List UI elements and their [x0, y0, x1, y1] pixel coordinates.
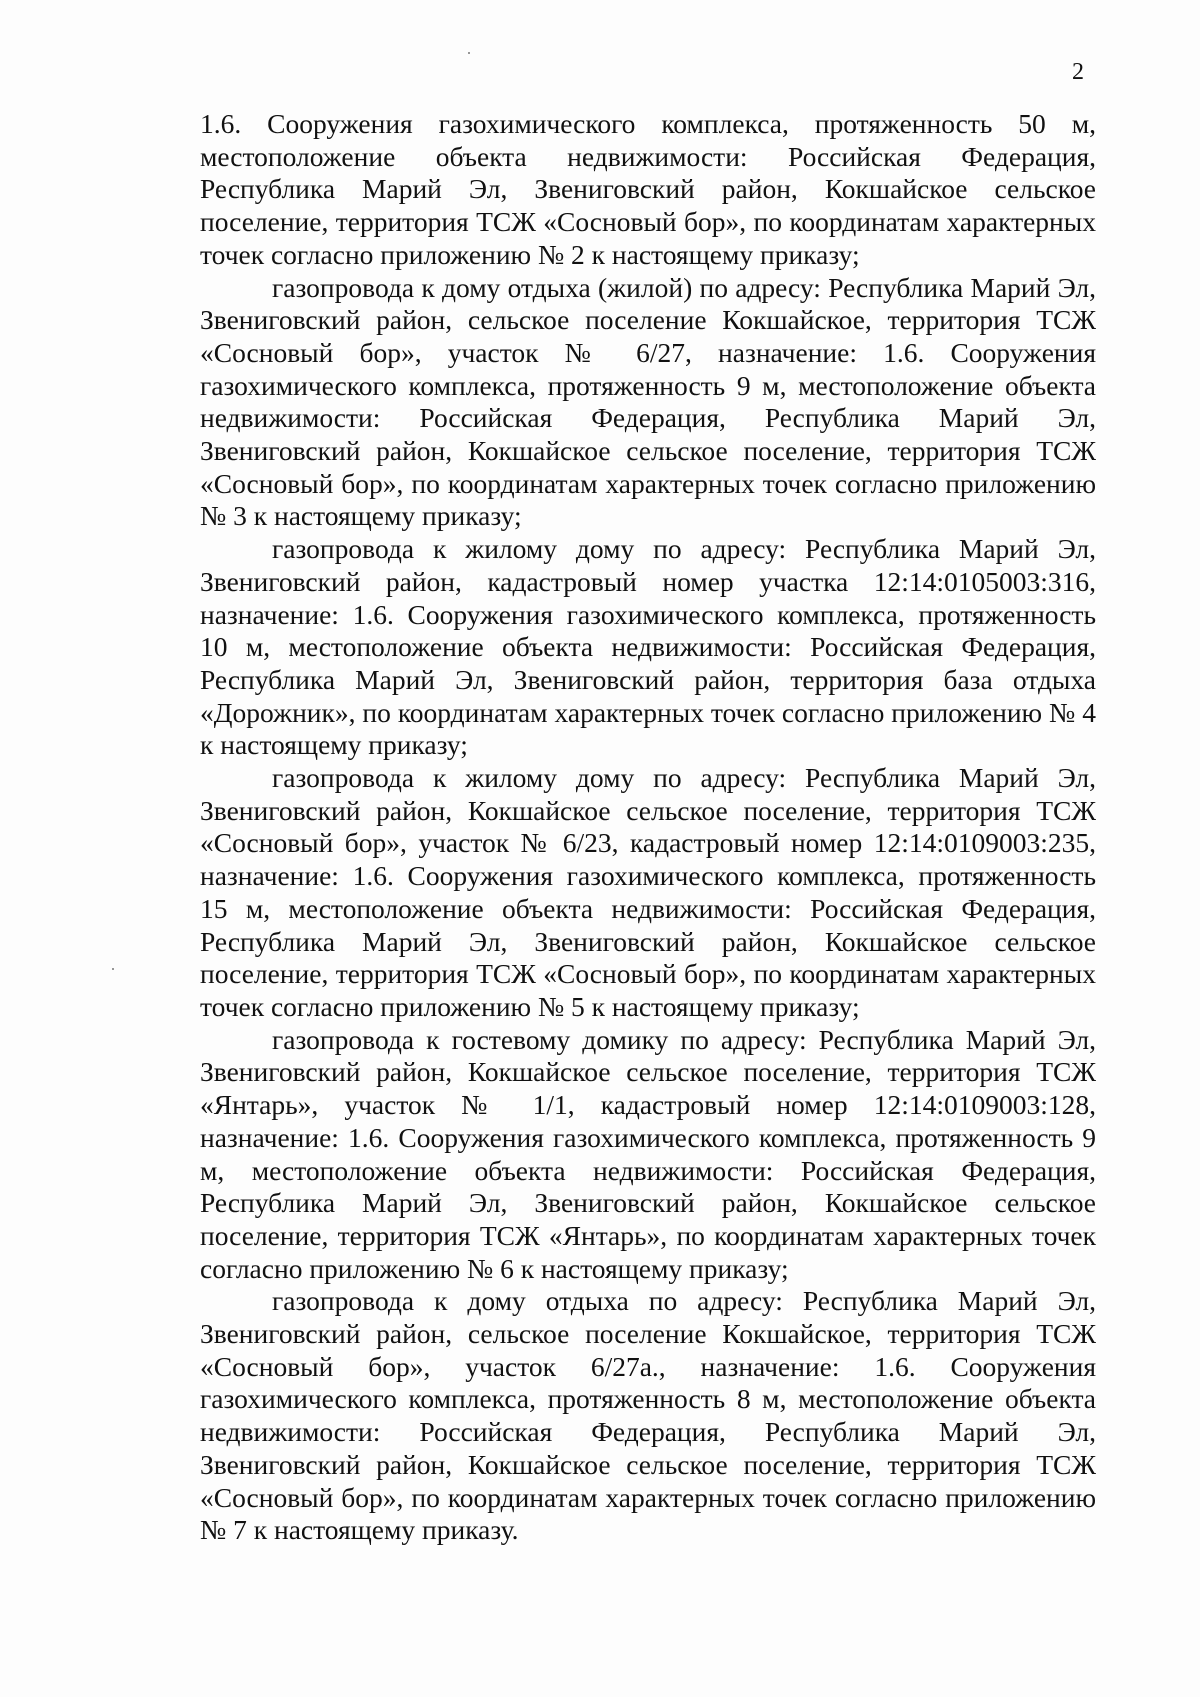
page-number: 2 [1072, 59, 1084, 85]
scan-speck [112, 968, 114, 970]
paragraph-gas-pipeline-residential-dorozhnik: газопровода к жилому дому по адресу: Республика Марий Эл, Звениговский район, кадастровый номер участка 12:14:0105003:316, назначение: 1.6. Сооружения газохимического комплекса, протяженность 10 м, местоположение объекта недвижимости: Российская Федерация, Республика Марий Эл, Звениговский район, территория база отдыха «Дорожник», по координатам характерных точек согласно приложению № 4 к настоящему приказу; [200, 533, 1096, 761]
paragraph-gas-pipeline-residential-6-23: газопровода к жилому дому по адресу: Республика Марий Эл, Звениговский район, Кокшайское сельское поселение, территория ТСЖ «Сосновый бор», участок № 6/23, кадастровый номер 12:14:0109003:235, назначение: 1.6. Сооружения газохимического комплекса, протяженность 15 м, местоположение объекта недвижимости: Российская Федерация, Республика Марий Эл, Звениговский район, Кокшайское сельское поселение, территория ТСЖ «Сосновый бор», по координатам характерных точек согласно приложению № 5 к настоящему приказу; [200, 762, 1096, 1022]
paragraph-gas-pipeline-guest-house: газопровода к гостевому домику по адресу: Республика Марий Эл, Звениговский район, Кокшайское сельское поселение, территория ТСЖ «Янтарь», участок № 1/1, кадастровый номер 12:14:0109003:128, назначение: 1.6. Сооружения газохимического комплекса, протяженность 9 м, местоположение объекта недвижимости: Российская Федерация, Республика Марий Эл, Звениговский район, Кокшайское сельское поселение, территория ТСЖ «Янтарь», по координатам характерных точек согласно приложению № 6 к настоящему приказу; [200, 1023, 1096, 1284]
document-body [200, 108, 1096, 1547]
paragraph-continuation: 1.6. Сооружения газохимического комплекса, протяженность 50 м, местоположение объекта недвижимости: Российская Федерация, Республика Марий Эл, Звениговский район, Кокшайское сельское поселение, территория ТСЖ «Сосновый бор», по координатам характерных точек согласно приложению № 2 к настоящему приказу; [200, 108, 1096, 270]
paragraph-gas-pipeline-rest-house-6-27a: газопровода к дому отдыха по адресу: Республика Марий Эл, Звениговский район, сельское поселение Кокшайское, территория ТСЖ «Сосновый бор», участок 6/27а., назначение: 1.6. Сооружения газохимического комплекса, протяженность 8 м, местоположение объекта недвижимости: Российская Федерация, Республика Марий Эл, Звениговский район, Кокшайское сельское поселение, территория ТСЖ «Сосновый бор», по координатам характерных точек согласно приложению № 7 к настоящему приказу. [200, 1285, 1096, 1546]
scan-speck [468, 52, 470, 54]
paragraph-gas-pipeline-rest-house-living: газопровода к дому отдыха (жилой) по адресу: Республика Марий Эл, Звениговский район, сельское поселение Кокшайское, территория ТСЖ «Сосновый бор», участок № 6/27, назначение: 1.6. Сооружения газохимического комплекса, протяженность 9 м, местоположение объекта недвижимости: Российская Федерация, Республика Марий Эл, Звениговский район, Кокшайское сельское поселение, территория ТСЖ «Сосновый бор», по координатам характерных точек согласно приложению № 3 к настоящему приказу; [200, 271, 1096, 532]
